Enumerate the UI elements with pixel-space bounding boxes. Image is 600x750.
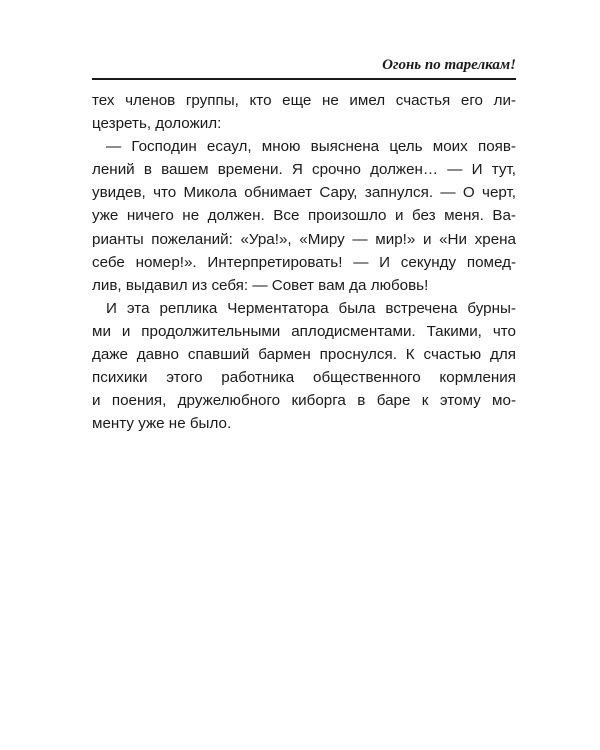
text-line: И эта реплика Черментатора была встречена бурны- xyxy=(106,299,516,317)
text-line: рианты пожеланий: «Ура!», «Миру — мир!» и «Ни хрена xyxy=(92,230,516,248)
text-line: и поения, дружелюбного киборга в баре к этому мо- xyxy=(92,392,516,410)
text-line: лений в вашем времени. Я срочно должен… — И тут, xyxy=(92,161,516,179)
text-line: тех членов группы, кто еще не имел счастья его ли- xyxy=(92,92,516,109)
text-line: лив, выдавил из себя: — Совет вам да любовь! xyxy=(92,276,429,294)
text-line: себе номер!». Интерпретировать! — И секунду помед- xyxy=(92,253,516,271)
text-line: цезреть, доложил: xyxy=(92,115,222,133)
text-line: уже ничего не должен. Все произошло и без меня. Ва- xyxy=(92,207,516,225)
text-line: психики этого работника общественного кормления xyxy=(92,369,516,387)
body-text xyxy=(92,89,516,435)
header-rule xyxy=(92,78,516,80)
text-line: увидев, что Микола обнимает Сару, запнулся. — О черт, xyxy=(92,184,516,202)
text-line: менту уже не было. xyxy=(92,415,232,433)
running-title: Огонь по тарелкам! xyxy=(382,57,516,73)
text-line: даже давно спавший бармен проснулся. К счастью для xyxy=(92,346,516,364)
text-line: — Господин есаул, мною выяснена цель моих появ- xyxy=(106,138,516,156)
text-line: ми и продолжительными аплодисментами. Такими, что xyxy=(92,322,516,340)
